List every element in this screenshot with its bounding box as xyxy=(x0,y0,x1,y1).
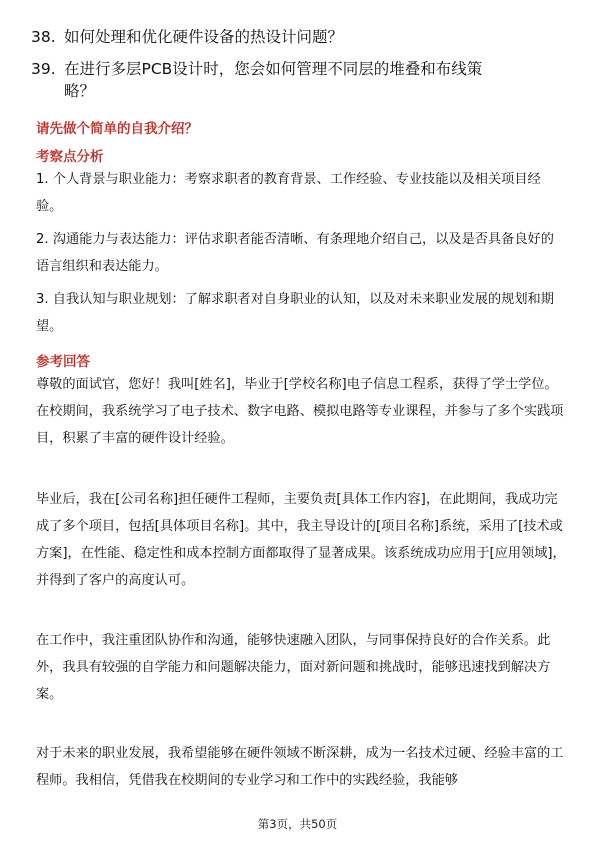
question-text: 在进行多层PCB设计时，您会如何管理不同层的堆叠和布线策 xyxy=(64,60,483,78)
answer-paragraph: 尊敬的面试官，您好！我叫[姓名]，毕业于[学校名称]电子信息工程系，获得了学士学位。在校期间，我系统学习了电子技术、数字电路、模拟电路等专业课程，并参与了多个实践项目，积累了丰富的硬件设计经验。 xyxy=(36,377,564,446)
answer-paragraph: 对于未来的职业发展，我希望能够在硬件领域不断深耕，成为一名技术过硬、经验丰富的工程师。我相信，凭借我在校期间的专业学习和工作中的实践经验，我能够 xyxy=(36,746,564,788)
analysis-item: 2. 沟通能力与表达能力：评估求职者能否清晰、有条理地介绍自己，以及是否具备良好的语言组织和表达能力。 xyxy=(36,232,554,274)
question-text: 如何处理和优化硬件设备的热设计问题？ xyxy=(64,28,344,46)
section-title: 请先做个简单的自我介绍？ xyxy=(36,121,198,137)
answer-paragraph: 毕业后，我在[公司名称]担任硬件工程师，主要负责[具体工作内容]，在此期间，我成功完成了多个项目，包括[具体项目名称]。其中，我主导设计的[项目名称]系统，采用了[技术或方案]，在性能、稳定性和成本控制方面都取得了显著成果。该系统成功应用于[应用领域]，并得到了客户的高度认可。 xyxy=(36,492,566,588)
question-text-continued: 略？ xyxy=(64,82,96,100)
analysis-heading: 考察点分析 xyxy=(36,149,104,165)
answer-heading: 参考回答 xyxy=(36,354,90,370)
page-footer: 第3页，共50页 xyxy=(257,817,338,831)
question-number: 38. xyxy=(31,28,56,46)
question-number: 39. xyxy=(31,60,56,78)
analysis-item: 3. 自我认知与职业规划：了解求职者对自身职业的认知，以及对未来职业发展的规划和期望。 xyxy=(36,292,554,334)
question-39 xyxy=(31,58,483,100)
question-38 xyxy=(31,26,343,48)
answer-paragraph: 在工作中，我注重团队协作和沟通，能够快速融入团队，与同事保持良好的合作关系。此外，我具有较强的自学能力和问题解决能力，面对新问题和挑战时，能够迅速找到解决方案。 xyxy=(36,633,551,702)
analysis-item: 1. 个人背景与职业能力：考察求职者的教育背景、工作经验、专业技能以及相关项目经验。 xyxy=(36,172,541,214)
